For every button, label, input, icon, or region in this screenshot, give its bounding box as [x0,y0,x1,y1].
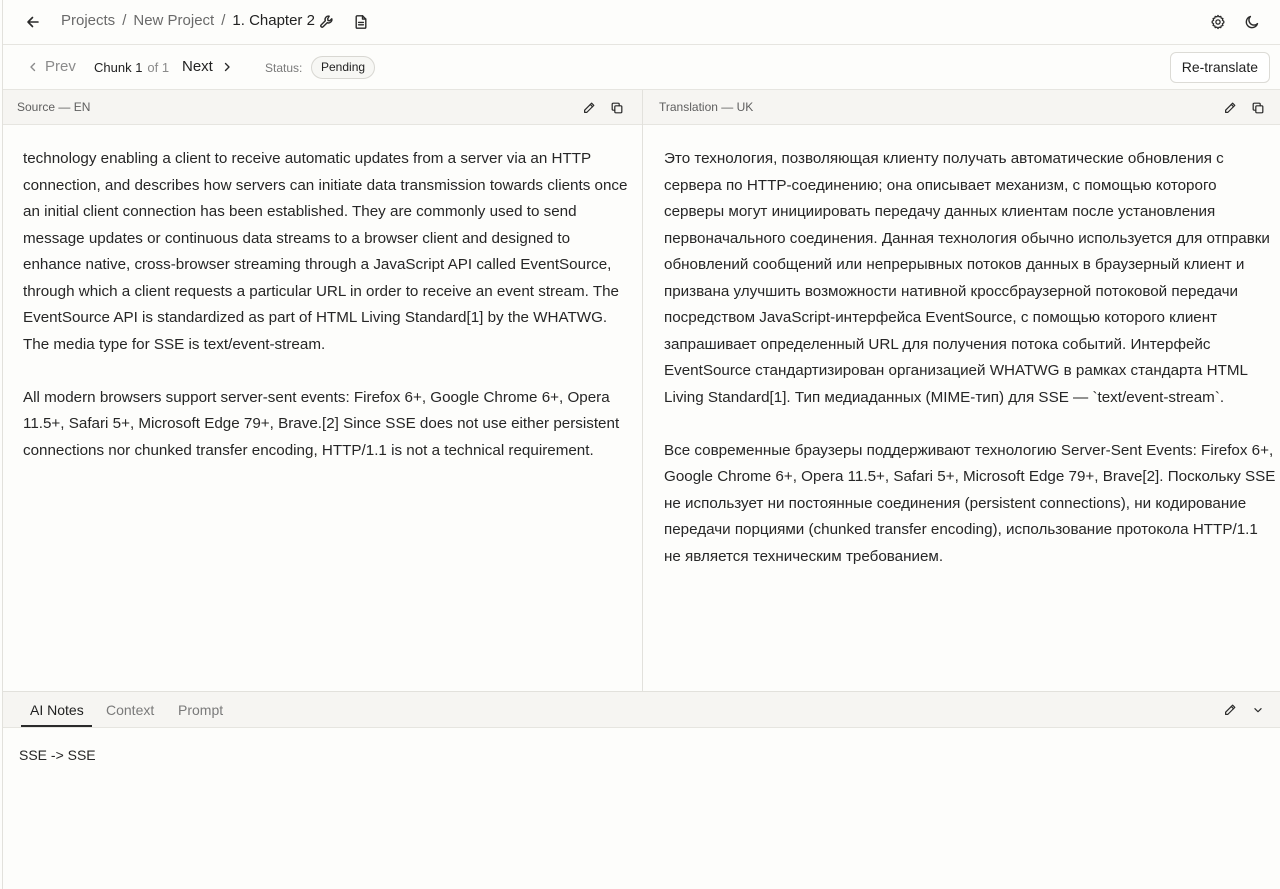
active-tab-indicator [21,725,92,727]
arrow-left-icon [25,14,41,30]
copy-icon [1251,101,1265,115]
document-icon [353,14,369,30]
translation-paragraph: Все современные браузеры поддерживают технологию Server-Sent Events: Firefox 6+, Google Chrome 6+, Opera 11.5+, Safari 5+, Microsoft Edge 79+, Brave[2]. Поскольку SSE не использует ни постоянные соединения (persistent connections), ни кодирование передачи порциями (chunked transfer encoding), использование протокола HTTP/1.1 не является техническим требованием. [664,441,1276,565]
translation-header [642,90,1280,125]
app-window [2,0,1280,889]
chevron-left-icon [27,61,39,73]
tools-button[interactable] [313,8,341,36]
tab-ai-notes[interactable]: AI Notes [30,702,84,718]
panel-divider[interactable] [642,125,643,691]
retranslate-button[interactable]: Re-translate [1170,52,1270,83]
breadcrumb-project[interactable]: New Project [133,12,215,29]
settings-button[interactable] [1204,8,1232,36]
source-actions [575,94,631,122]
tab-prompt[interactable]: Prompt [178,702,224,718]
translation-paragraph: Это технология, позволяющая клиенту получать автоматические обновления с сервера по HTTP-соединению; она описывает механизм, с помощью которого серверы могут инициировать передачу данных клиентам после установления первоначального соединения. Данная технология обычно используется для отправки обновлений сообщений или непрерывных потоков данных в браузерный клиент и призвана улучшить возможности нативной кроссбраузерной потоковой передачи посредством JavaScript-интерфейса EventSource, с помощью которого клиент запрашивает определенный URL для получения потока событий. Интерфейс EventSource стандартизирован организацией WHATWG в рамках стандарта HTML Living Standard[1]. Тип медиаданных (MIME-тип) для SSE — `text/event-stream`. [664,150,1270,406]
notes-tab-bar [3,691,1280,728]
status-label: Status: [265,61,303,75]
chunk-toolbar [3,45,1280,90]
notes-actions [1216,696,1272,724]
breadcrumb-separator: / [122,12,127,29]
source-title: Source — EN [17,100,91,114]
source-header [3,90,641,125]
notes-content[interactable]: SSE -> SSE [19,747,96,763]
copy-icon [610,101,624,115]
collapse-notes-button[interactable] [1244,696,1272,724]
prev-label: Prev [45,58,76,75]
chunk-current: Chunk 1 [94,60,143,75]
breadcrumb-chapter: 1. Chapter 2 [232,12,315,29]
source-paragraph: technology enabling a client to receive automatic updates from a server via an HTTP connection, and describes how servers can initiate data transmission towards clients once an initial client connection has been established. They are commonly used to send message updates or continuous data streams to a browser client and designed to enhance native, cross-browser streaming through a JavaScript API called EventSource, through which a client requests a particular URL in order to receive an event stream. The EventSource API is standardized as part of HTML Living Standard[1] by the WHATWG. The media type for SSE is text/event-stream. [23,150,628,353]
wrench-icon [319,14,335,30]
translation-actions [1216,94,1272,122]
panels-header [3,90,1280,125]
pencil-icon [1223,703,1237,717]
tab-context[interactable]: Context [106,702,155,718]
translation-title: Translation — UK [659,100,754,114]
chunk-total: of 1 [147,60,170,75]
moon-icon [1244,14,1260,30]
chevron-right-icon [221,61,233,73]
copy-source-button[interactable] [603,94,631,122]
source-paragraph: All modern browsers support server-sent events: Firefox 6+, Google Chrome 6+, Opera 11.5+, Safari 5+, Microsoft Edge 79+, Brave.[2] Since SSE does not use either persistent connections nor chunked transfer encoding, HTTP/1.1 is not a technical requirement. [23,388,620,459]
breadcrumb [61,12,315,29]
status-badge: Pending [311,56,375,79]
prev-button[interactable] [27,58,76,75]
theme-toggle-button[interactable] [1238,8,1266,36]
copy-translation-button[interactable] [1244,94,1272,122]
document-button[interactable] [347,8,375,36]
source-text-panel[interactable] [23,125,629,691]
next-label: Next [182,58,213,75]
next-button[interactable] [182,58,233,75]
edit-notes-button[interactable] [1216,696,1244,724]
pencil-icon [582,101,596,115]
chunk-indicator [94,60,169,75]
edit-translation-button[interactable] [1216,94,1244,122]
gear-icon [1210,14,1226,30]
edit-source-button[interactable] [575,94,603,122]
breadcrumb-projects[interactable]: Projects [61,12,116,29]
chevron-down-icon [1251,703,1265,717]
translation-text-panel[interactable] [664,125,1276,691]
breadcrumb-separator: / [221,12,226,29]
pencil-icon [1223,101,1237,115]
top-bar [3,0,1280,45]
back-button[interactable] [19,8,47,36]
